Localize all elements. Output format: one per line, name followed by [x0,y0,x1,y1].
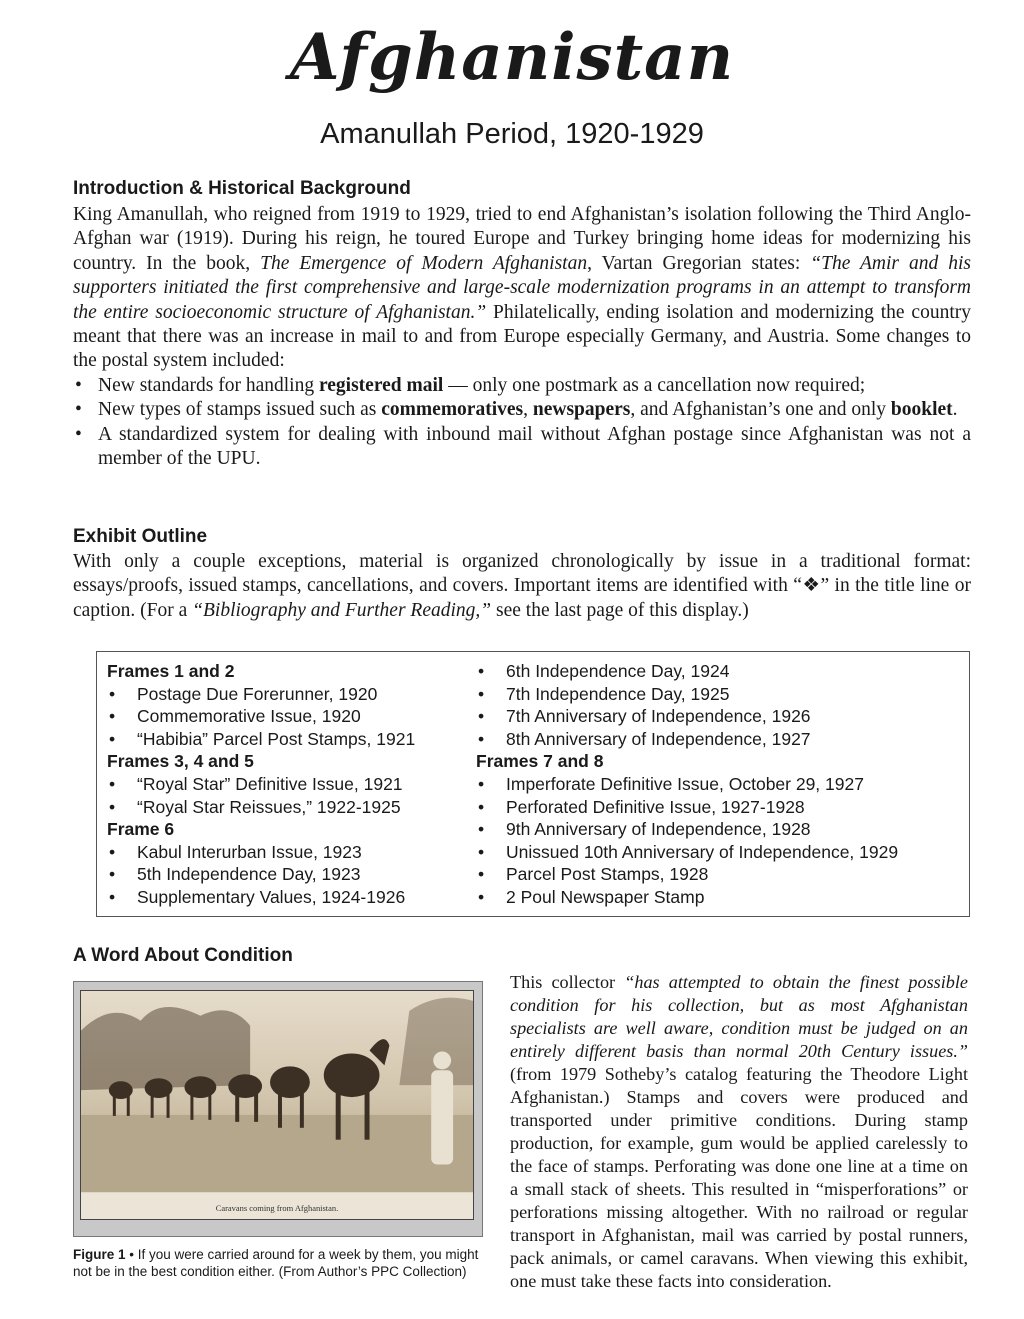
condition-body [510,971,968,1293]
page-title: Afghanistan [289,20,735,95]
condition-text-2: (from 1979 Sotheby’s catalog featuring the Theodore Light Afghanistan.) Stamps and covers were produced and transported under primitive conditions. During stamp production, for example, gum would be applied carelessly to the face of stamps. Perforating was done one line at a time on a small stack of sheets. This resulted in “misperforations” or perforations missing altogether. With no railroad or regular transport in Afghanistan, mail was carried by postal runners, pack animals, or camel caravans. When viewing this exhibit, one must take these facts into consideration. [510,1064,968,1291]
list-text: A standardized system for dealing with inbound mail without Afghan postage since Afghanistan was not a member of the UPU. [98,423,971,470]
frame-item: • 7th Anniversary of Independence, 1926 [476,705,956,728]
photo-caption: Caravans coming from Afghanistan. [215,1203,339,1214]
frame-group-heading: Frames 3, 4 and 5 [107,751,254,772]
frame-item: • 9th Anniversary of Independence, 1928 [476,818,956,841]
frame-group-heading: Frames 1 and 2 [107,661,235,681]
list-text: — only one postmark as a cancellation now required; [443,374,866,396]
frame-item: • “Royal Star” Definitive Issue, 1921 [107,773,467,796]
gregorian-quote: “The Amir and his supporters initiated the first comprehensive and large-scale modernization programs in an attempt to transform the entire socioeconomic structure of Afghanistan.” [73,252,972,323]
frame-item: • Perforated Definitive Issue, 1927-1928 [476,796,956,819]
intro-text-3: Philatelically, ending isolation and modernizing the country meant that there was an increase in mail to and from Europe especially Germany, and Austria. Some changes to the postal system included: [73,301,972,372]
outline-body [73,550,971,623]
condition-heading: A Word About Condition [73,945,293,966]
frames-left-column [107,660,467,909]
list-text: New types of stamps issued such as [98,399,382,421]
frame-item: • 7th Independence Day, 1925 [476,683,956,706]
frame-item: • Imperforate Definitive Issue, October 29, 1927 [476,773,956,796]
frame-item: • 6th Independence Day, 1924 [476,660,956,683]
list-text: , and Afghanistan’s one and only [630,399,891,421]
intro-heading: Introduction & Historical Background [73,178,411,199]
frame-item: • 5th Independence Day, 1923 [107,863,467,886]
outline-text-1: With only a couple exceptions, material is organized chronologically by issue in a traditional format: essays/proofs, issued stamps, cancellations, and covers. Important items are identified with “❖” in the title line or caption. (For a [73,551,971,621]
list-bold: booklet [890,399,953,421]
frame-item: • “Royal Star Reissues,” 1922-1925 [107,796,467,819]
figure-text: • If you were carried around for a week by them, you might not be in the best condition either. (From Author’s PPC Collection) [73,1247,479,1279]
intro-paragraph [73,203,971,374]
outline-paragraph [73,550,971,623]
intro-text-1: King Amanullah, who reigned from 1919 to 1929, tried to end Afghanistan’s isolation following the Third Anglo-Afghan war (1919). During his reign, he toured Europe and Turkey bringing home ideas for modernizing his country. In the book, [73,204,971,274]
list-item [73,398,971,422]
frame-item: • 2 Poul Newspaper Stamp [476,886,956,909]
list-text: . [952,399,958,421]
frame-item: • Supplementary Values, 1924-1926 [107,886,467,909]
condition-text-1: This collector [510,972,625,992]
bibliography-ref: “Bibliography and Further Reading,” [192,599,492,621]
frame-item: • Kabul Interurban Issue, 1923 [107,841,467,864]
outline-text-2: see the last page of this display.) [491,599,749,621]
list-bold: registered mail [318,374,444,396]
frame-item: • “Habibia” Parcel Post Stamps, 1921 [107,728,467,751]
frame-group-heading: Frame 6 [107,819,175,840]
sothebys-quote: “has attempted to obtain the finest possible condition for his collection, but as most Afghanistan specialists are well aware, condition must be judged on an entirely different basis than normal 20th Century issues.” [510,972,968,1061]
list-text: , [523,399,533,421]
caravan-photo [80,990,474,1220]
outline-heading: Exhibit Outline [73,526,208,547]
figure-caption [73,1247,487,1280]
frame-group-heading: Frames 7 and 8 [476,751,604,772]
frame-item: • Unissued 10th Anniversary of Independence, 1929 [476,841,956,864]
list-item [73,374,971,398]
frame-item: • Postage Due Forerunner, 1920 [107,683,467,706]
frame-item: • 8th Anniversary of Independence, 1927 [476,728,956,751]
frames-right-column [476,660,956,909]
frame-item: • Parcel Post Stamps, 1928 [476,863,956,886]
list-text: New standards for handling [98,374,319,396]
figure-label: Figure 1 [73,1247,126,1262]
intro-body [73,203,971,471]
frames-outline-box [96,651,970,917]
frame-item: • Commemorative Issue, 1920 [107,705,467,728]
postal-changes-list [73,374,971,472]
list-item [73,423,971,472]
book-title: The Emergence of Modern Afghanistan [260,252,588,274]
intro-text-2: , Vartan Gregorian states: [587,252,811,274]
page-subtitle: Amanullah Period, 1920-1929 [320,118,704,150]
list-bold: newspapers [532,399,631,421]
list-bold: commemoratives [381,399,524,421]
